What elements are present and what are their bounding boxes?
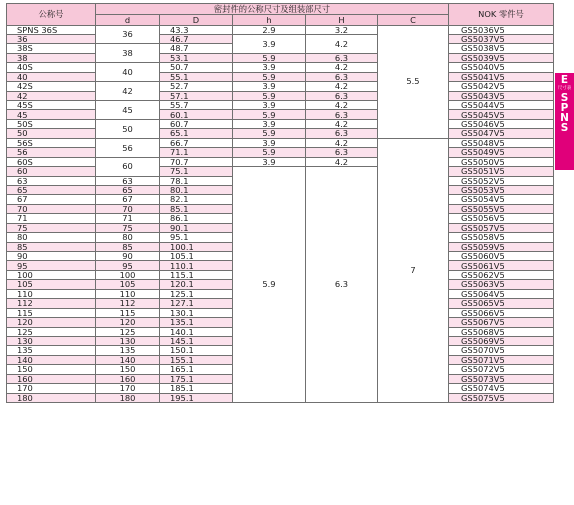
table-row bbox=[7, 34, 554, 43]
cell-d: 100 bbox=[96, 270, 160, 279]
cell-D: 100.1 bbox=[160, 242, 233, 251]
cell-size: 71 bbox=[7, 214, 96, 223]
cell-D: 52.7 bbox=[160, 82, 233, 91]
cell-D: 135.1 bbox=[160, 318, 233, 327]
cell-d: 50 bbox=[96, 119, 160, 138]
cell-d: 95 bbox=[96, 261, 160, 270]
header-dimension-group: 密封件的公称尺寸及组装部尺寸 bbox=[96, 4, 449, 15]
cell-nok-code: GS5053V5 bbox=[449, 185, 554, 194]
cell-D: 90.1 bbox=[160, 223, 233, 232]
cell-d: 56 bbox=[96, 138, 160, 157]
cell-d: 80 bbox=[96, 233, 160, 242]
cell-nok-code: GS5073V5 bbox=[449, 374, 554, 383]
cell-D: 110.1 bbox=[160, 261, 233, 270]
cell-size: 110 bbox=[7, 289, 96, 298]
table-row bbox=[7, 91, 554, 100]
cell-nok-code: GS5036V5 bbox=[449, 25, 554, 34]
cell-D: 165.1 bbox=[160, 365, 233, 374]
cell-size: 38 bbox=[7, 53, 96, 62]
cell-nok-code: GS5063V5 bbox=[449, 280, 554, 289]
table-body bbox=[7, 25, 554, 403]
cell-h: 2.9 bbox=[233, 25, 306, 34]
cell-d: 150 bbox=[96, 365, 160, 374]
cell-D: 78.1 bbox=[160, 176, 233, 185]
side-tab-letter-3: N bbox=[560, 112, 569, 124]
cell-D: 115.1 bbox=[160, 270, 233, 279]
cell-d: 90 bbox=[96, 252, 160, 261]
cell-nok-code: GS5069V5 bbox=[449, 336, 554, 345]
cell-d: 115 bbox=[96, 308, 160, 317]
header-nok-code: NOK 零件号 bbox=[449, 4, 554, 26]
cell-D: 57.1 bbox=[160, 91, 233, 100]
cell-nok-code: GS5056V5 bbox=[449, 214, 554, 223]
cell-d: 125 bbox=[96, 327, 160, 336]
cell-H: 6.3 bbox=[306, 148, 378, 157]
cell-size: 56S bbox=[7, 138, 96, 147]
cell-D: 48.7 bbox=[160, 44, 233, 53]
cell-D: 195.1 bbox=[160, 393, 233, 402]
cell-size: 38S bbox=[7, 44, 96, 53]
cell-nok-code: GS5041V5 bbox=[449, 72, 554, 81]
cell-size: 80 bbox=[7, 233, 96, 242]
cell-size: 135 bbox=[7, 346, 96, 355]
cell-d: 75 bbox=[96, 223, 160, 232]
cell-D: 95.1 bbox=[160, 233, 233, 242]
cell-d: 140 bbox=[96, 355, 160, 364]
cell-size: 75 bbox=[7, 223, 96, 232]
cell-d: 170 bbox=[96, 384, 160, 393]
cell-nok-code: GS5049V5 bbox=[449, 148, 554, 157]
cell-D: 85.1 bbox=[160, 204, 233, 213]
cell-D: 55.7 bbox=[160, 101, 233, 110]
cell-D: 127.1 bbox=[160, 299, 233, 308]
cell-size: 115 bbox=[7, 308, 96, 317]
table-row bbox=[7, 148, 554, 157]
cell-D: 66.7 bbox=[160, 138, 233, 147]
cell-h: 5.9 bbox=[233, 53, 306, 62]
cell-size: 160 bbox=[7, 374, 96, 383]
cell-H: 4.2 bbox=[306, 82, 378, 91]
cell-C: 7 bbox=[378, 138, 449, 402]
cell-size: 90 bbox=[7, 252, 96, 261]
cell-size: 105 bbox=[7, 280, 96, 289]
cell-D: 86.1 bbox=[160, 214, 233, 223]
cell-D: 75.1 bbox=[160, 167, 233, 176]
header-C: C bbox=[378, 15, 449, 26]
cell-d: 67 bbox=[96, 195, 160, 204]
cell-D: 150.1 bbox=[160, 346, 233, 355]
cell-H: 4.2 bbox=[306, 34, 378, 53]
cell-D: 46.7 bbox=[160, 34, 233, 43]
cell-H: 6.3 bbox=[306, 53, 378, 62]
cell-C: 5.5 bbox=[378, 25, 449, 138]
cell-nok-code: GS5059V5 bbox=[449, 242, 554, 251]
cell-size: 50S bbox=[7, 119, 96, 128]
header-h: h bbox=[233, 15, 306, 26]
side-tab-letter-2: P bbox=[560, 102, 569, 114]
cell-d: 120 bbox=[96, 318, 160, 327]
cell-h: 3.9 bbox=[233, 82, 306, 91]
cell-H: 6.3 bbox=[306, 129, 378, 138]
table-row bbox=[7, 157, 554, 166]
cell-d: 63 bbox=[96, 176, 160, 185]
cell-D: 185.1 bbox=[160, 384, 233, 393]
cell-d: 85 bbox=[96, 242, 160, 251]
cell-H: 4.2 bbox=[306, 157, 378, 166]
cell-d: 70 bbox=[96, 204, 160, 213]
cell-D: 120.1 bbox=[160, 280, 233, 289]
cell-size: 60 bbox=[7, 167, 96, 176]
cell-nok-code: GS5050V5 bbox=[449, 157, 554, 166]
cell-size: 85 bbox=[7, 242, 96, 251]
cell-nok-code: GS5057V5 bbox=[449, 223, 554, 232]
cell-D: 71.1 bbox=[160, 148, 233, 157]
cell-nok-code: GS5048V5 bbox=[449, 138, 554, 147]
spec-table-container bbox=[6, 3, 554, 403]
cell-nok-code: GS5068V5 bbox=[449, 327, 554, 336]
cell-D: 70.7 bbox=[160, 157, 233, 166]
cell-size: 45 bbox=[7, 110, 96, 119]
cell-nok-code: GS5037V5 bbox=[449, 34, 554, 43]
cell-D: 155.1 bbox=[160, 355, 233, 364]
cell-H: 6.3 bbox=[306, 110, 378, 119]
cell-d: 180 bbox=[96, 393, 160, 402]
cell-size: 70 bbox=[7, 204, 96, 213]
cell-nok-code: GS5044V5 bbox=[449, 101, 554, 110]
cell-nok-code: GS5071V5 bbox=[449, 355, 554, 364]
cell-h: 5.9 bbox=[233, 91, 306, 100]
cell-D: 80.1 bbox=[160, 185, 233, 194]
cell-size: 67 bbox=[7, 195, 96, 204]
cell-D: 140.1 bbox=[160, 327, 233, 336]
cell-h: 3.9 bbox=[233, 157, 306, 166]
cell-D: 65.1 bbox=[160, 129, 233, 138]
cell-D: 60.1 bbox=[160, 110, 233, 119]
cell-d: 45 bbox=[96, 101, 160, 120]
cell-d: 60 bbox=[96, 157, 160, 176]
cell-d: 40 bbox=[96, 63, 160, 82]
cell-h: 5.9 bbox=[233, 167, 306, 403]
cell-d: 160 bbox=[96, 374, 160, 383]
cell-nok-code: GS5047V5 bbox=[449, 129, 554, 138]
cell-size: 140 bbox=[7, 355, 96, 364]
cell-H: 6.3 bbox=[306, 72, 378, 81]
cell-size: 56 bbox=[7, 148, 96, 157]
cell-nok-code: GS5058V5 bbox=[449, 233, 554, 242]
cell-d: 36 bbox=[96, 25, 160, 44]
cell-nok-code: GS5043V5 bbox=[449, 91, 554, 100]
table-row bbox=[7, 63, 554, 72]
table-row bbox=[7, 138, 554, 147]
cell-nok-code: GS5064V5 bbox=[449, 289, 554, 298]
cell-nok-code: GS5046V5 bbox=[449, 119, 554, 128]
table-row bbox=[7, 82, 554, 91]
side-tab-letter: E bbox=[560, 74, 569, 86]
cell-nok-code: GS5067V5 bbox=[449, 318, 554, 327]
cell-d: 42 bbox=[96, 82, 160, 101]
header-H: H bbox=[306, 15, 378, 26]
cell-size: 40 bbox=[7, 72, 96, 81]
cell-nok-code: GS5062V5 bbox=[449, 270, 554, 279]
table-row bbox=[7, 129, 554, 138]
cell-h: 5.9 bbox=[233, 129, 306, 138]
cell-D: 55.1 bbox=[160, 72, 233, 81]
cell-h: 5.9 bbox=[233, 148, 306, 157]
cell-D: 130.1 bbox=[160, 308, 233, 317]
cell-size: 40S bbox=[7, 63, 96, 72]
cell-D: 43.3 bbox=[160, 25, 233, 34]
section-tab-spns bbox=[555, 73, 574, 170]
cell-size: 42S bbox=[7, 82, 96, 91]
cell-nok-code: GS5061V5 bbox=[449, 261, 554, 270]
cell-nok-code: GS5072V5 bbox=[449, 365, 554, 374]
cell-nok-code: GS5074V5 bbox=[449, 384, 554, 393]
cell-nok-code: GS5040V5 bbox=[449, 63, 554, 72]
table-row bbox=[7, 72, 554, 81]
cell-d: 38 bbox=[96, 44, 160, 63]
cell-size: 170 bbox=[7, 384, 96, 393]
cell-size: 45S bbox=[7, 101, 96, 110]
cell-size: 50 bbox=[7, 129, 96, 138]
cell-size: 60S bbox=[7, 157, 96, 166]
cell-D: 105.1 bbox=[160, 252, 233, 261]
cell-size: 95 bbox=[7, 261, 96, 270]
cell-d: 130 bbox=[96, 336, 160, 345]
cell-size: 36 bbox=[7, 34, 96, 43]
table-row bbox=[7, 119, 554, 128]
cell-H: 6.3 bbox=[306, 91, 378, 100]
cell-nok-code: GS5051V5 bbox=[449, 167, 554, 176]
cell-size: 63 bbox=[7, 176, 96, 185]
cell-size: 125 bbox=[7, 327, 96, 336]
cell-nok-code: GS5070V5 bbox=[449, 346, 554, 355]
cell-size: 112 bbox=[7, 299, 96, 308]
cell-h: 3.9 bbox=[233, 34, 306, 53]
cell-H: 4.2 bbox=[306, 138, 378, 147]
cell-D: 60.7 bbox=[160, 119, 233, 128]
cell-D: 50.7 bbox=[160, 63, 233, 72]
cell-D: 125.1 bbox=[160, 289, 233, 298]
cell-d: 105 bbox=[96, 280, 160, 289]
cell-nok-code: GS5066V5 bbox=[449, 308, 554, 317]
cell-h: 3.9 bbox=[233, 138, 306, 147]
table-row bbox=[7, 167, 554, 176]
cell-size: SPNS 36S bbox=[7, 25, 96, 34]
spns-dimension-table bbox=[6, 3, 554, 403]
cell-H: 6.3 bbox=[306, 167, 378, 403]
cell-H: 4.2 bbox=[306, 101, 378, 110]
cell-H: 3.2 bbox=[306, 25, 378, 34]
cell-size: 65 bbox=[7, 185, 96, 194]
header-d: d bbox=[96, 15, 160, 26]
side-tab-letter-1: S bbox=[560, 92, 569, 104]
cell-nok-code: GS5052V5 bbox=[449, 176, 554, 185]
cell-H: 4.2 bbox=[306, 119, 378, 128]
cell-nok-code: GS5075V5 bbox=[449, 393, 554, 402]
cell-d: 71 bbox=[96, 214, 160, 223]
cell-size: 120 bbox=[7, 318, 96, 327]
cell-h: 3.9 bbox=[233, 63, 306, 72]
cell-H: 4.2 bbox=[306, 63, 378, 72]
cell-nok-code: GS5045V5 bbox=[449, 110, 554, 119]
cell-d: 110 bbox=[96, 289, 160, 298]
cell-size: 150 bbox=[7, 365, 96, 374]
header-D: D bbox=[160, 15, 233, 26]
cell-h: 3.9 bbox=[233, 119, 306, 128]
side-tab-letter-4: S bbox=[560, 122, 569, 134]
cell-h: 5.9 bbox=[233, 110, 306, 119]
cell-d: 112 bbox=[96, 299, 160, 308]
cell-size: 42 bbox=[7, 91, 96, 100]
table-row bbox=[7, 25, 554, 34]
cell-nok-code: GS5039V5 bbox=[449, 53, 554, 62]
cell-size: 130 bbox=[7, 336, 96, 345]
cell-d: 135 bbox=[96, 346, 160, 355]
cell-nok-code: GS5042V5 bbox=[449, 82, 554, 91]
cell-h: 3.9 bbox=[233, 101, 306, 110]
cell-nok-code: GS5060V5 bbox=[449, 252, 554, 261]
cell-nok-code: GS5065V5 bbox=[449, 299, 554, 308]
cell-d: 65 bbox=[96, 185, 160, 194]
table-row bbox=[7, 110, 554, 119]
cell-D: 175.1 bbox=[160, 374, 233, 383]
cell-D: 53.1 bbox=[160, 53, 233, 62]
cell-size: 180 bbox=[7, 393, 96, 402]
table-row bbox=[7, 101, 554, 110]
cell-h: 5.9 bbox=[233, 72, 306, 81]
cell-D: 82.1 bbox=[160, 195, 233, 204]
cell-nok-code: GS5055V5 bbox=[449, 204, 554, 213]
table-row bbox=[7, 53, 554, 62]
cell-size: 100 bbox=[7, 270, 96, 279]
cell-nok-code: GS5038V5 bbox=[449, 44, 554, 53]
cell-nok-code: GS5054V5 bbox=[449, 195, 554, 204]
cell-D: 145.1 bbox=[160, 336, 233, 345]
header-size: 公称号 bbox=[7, 4, 96, 26]
side-tab-caption: 尺寸表 bbox=[557, 86, 572, 91]
